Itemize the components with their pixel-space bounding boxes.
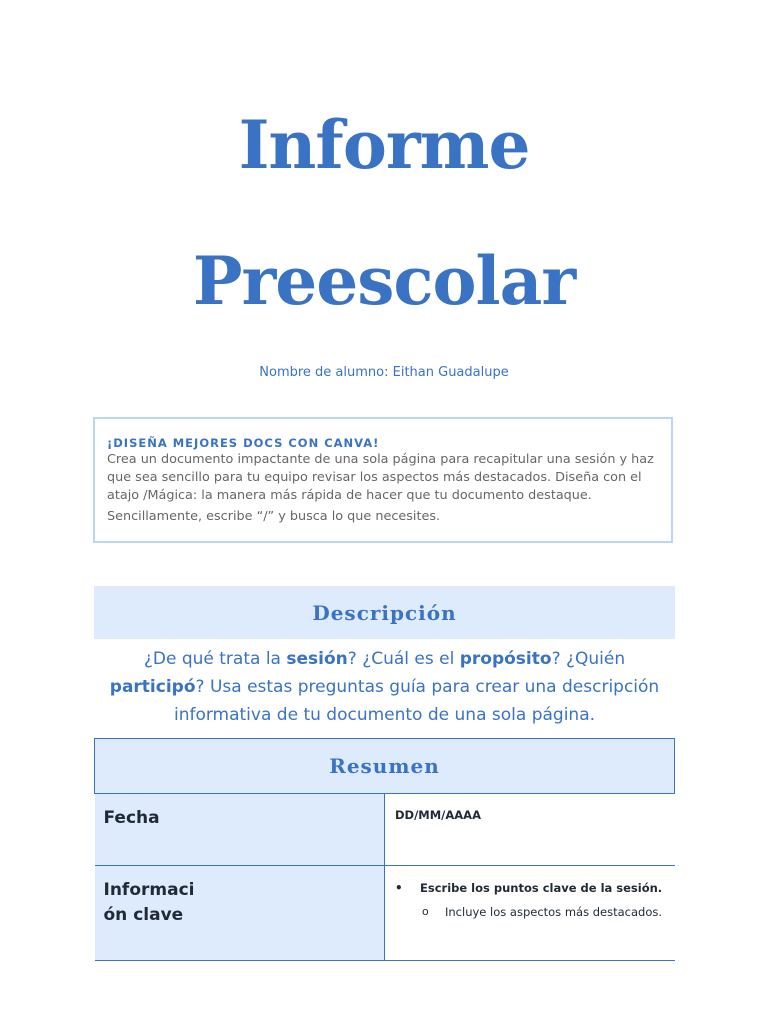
descripcion-text-part: ? Usa estas preguntas guía para crear una descripción informativa de tu documento de una sola página. [173,677,660,725]
fecha-label: Fecha [95,794,385,866]
student-name-line: Nombre de alumno: Eithan Guadalupe [259,365,509,380]
canva-tip-box [93,417,673,543]
list-item [395,904,665,920]
fecha-value: DD/MM/AAAA [395,808,481,822]
table-row [95,866,675,961]
informacion-clave-label-text: Informaci ón clave [103,880,195,925]
descripcion-heading: Descripción [312,600,457,625]
fecha-value-cell[interactable] [385,794,675,866]
descripcion-text-part: ? ¿Quién [551,649,626,669]
descripcion-text-part: ¿De qué trata la [143,649,287,669]
bullet-text: Escribe los puntos clave de la sesión. [420,881,663,895]
table-row [95,794,675,866]
descripcion-keyword-participo: participó [109,677,196,697]
tip-text: Crea un documento impactante de una sola página para recapitular una sesión y haz que sea sencillo para tu equipo revisar los aspectos más destacados. Diseña con el atajo /Mágica: la manera más rápida de hacer que tu documento destaque. [107,452,654,503]
sub-bullet-marker: o [422,905,429,918]
resumen-heading: Resumen [329,754,440,778]
resumen-header [95,739,675,794]
descripcion-keyword-proposito: propósito [459,649,552,669]
descripcion-header [94,586,675,639]
descripcion-text-part: ? ¿Cuál es el [347,649,460,669]
tip-text-secondary: Sencillamente, escribe “/” y busca lo que necesites. [107,509,441,524]
descripcion-body [94,645,675,729]
descripcion-keyword-sesion: sesión [286,649,348,669]
tip-heading: ¡DISEÑA MEJORES DOCS CON CANVA! [107,436,380,450]
resumen-table [94,738,675,961]
list-item [395,880,665,896]
sub-bullet-text: Incluye los aspectos más destacados. [445,905,663,919]
bullet-marker: • [395,881,403,895]
informacion-clave-value-cell[interactable] [385,866,675,961]
document-title-line-1: Informe [238,106,530,184]
document-title-line-2: Preescolar [192,242,576,320]
informacion-clave-label [95,866,385,961]
